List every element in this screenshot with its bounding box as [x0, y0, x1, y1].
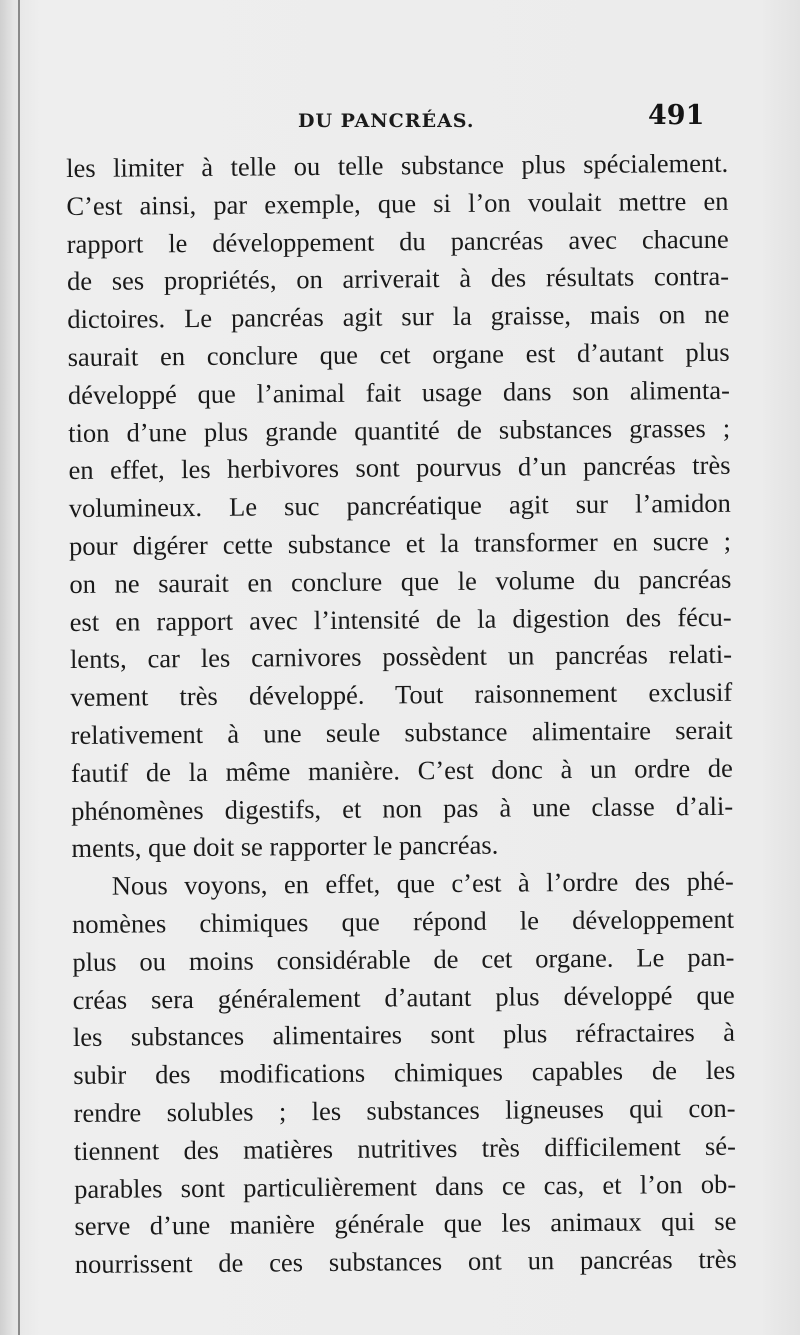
text-line: parables sont particulièrement dans ce cas, et l’on ob- [74, 1168, 737, 1204]
text-line: plus ou moins considérable de cet organe. Le pan- [72, 941, 735, 977]
text-line: Nous voyons, en effet, que c’est à l’ordre des phé- [111, 865, 734, 901]
text-line: lents, car les carnivores possèdent un pancréas relati- [69, 639, 733, 675]
paragraph-2 [72, 863, 737, 1284]
text-line: subir des modifications chimiques capables de les [73, 1054, 736, 1091]
text-line: en effet, les herbivores sont pourvus d’un pancréas très [68, 450, 731, 486]
text-line: les limiter à telle ou telle substance plus spécialement. [66, 147, 729, 183]
page-gutter-edge [18, 0, 20, 1335]
text-line: relativement à une seule substance alimentaire serait [70, 714, 733, 750]
page-number: 491 [648, 100, 705, 131]
text-line: tiennent des matières nutritives très difficilement sé- [73, 1130, 736, 1166]
paragraph-1 [66, 145, 734, 868]
text-line: nourrissent de ces substances ont un pancréas très [74, 1243, 737, 1280]
text-line: rapport le développement du pancréas avec chacune [66, 223, 729, 259]
text-line: créas sera généralement d’autant plus développé que [72, 979, 735, 1015]
text-line: nomènes chimiques que répond le développement [71, 903, 735, 939]
text-line: tion d’une plus grande quantité de substances grasses ; [68, 412, 731, 448]
text-line: fautif de la même manière. C’est donc à un ordre de [70, 752, 733, 788]
text-line: est en rapport avec l’intensité de la digestion des fécu- [69, 601, 732, 637]
running-title: DU PANCRÉAS. [298, 110, 475, 132]
text-line: saurait en conclure que cet organe est d’autant plus [67, 336, 730, 372]
text-line: C’est ainsi, par exemple, que si l’on voulait mettre en [66, 185, 729, 221]
text-line: les substances alimentaires sont plus réfractaires à [72, 1017, 736, 1053]
text-line: volumineux. Le suc pancréatique agit sur l’amidon [68, 487, 731, 524]
text-line: on ne saurait en conclure que le volume du pancréas [69, 563, 732, 599]
text-line: phénomènes digestifs, et non pas à une classe d’ali- [71, 790, 734, 826]
text-line: rendre solubles ; les substances ligneuses qui con- [73, 1092, 736, 1128]
text-line: ments, que doit se rapporter le pancréas. [71, 829, 499, 864]
text-line: dictoires. Le pancréas agit sur la graisse, mais on ne [67, 298, 730, 335]
text-line: développé que l’animal fait usage dans son alimenta- [67, 374, 731, 410]
text-line: serve d’une manière générale que les animaux qui se [74, 1206, 737, 1242]
text-line: pour digérer cette substance et la transformer en sucre ; [68, 525, 732, 561]
text-line: vement très développé. Tout raisonnement exclusif [70, 676, 733, 713]
text-line: de ses propriétés, on arriverait à des résultats contra- [66, 261, 730, 297]
body-text [66, 145, 737, 1284]
